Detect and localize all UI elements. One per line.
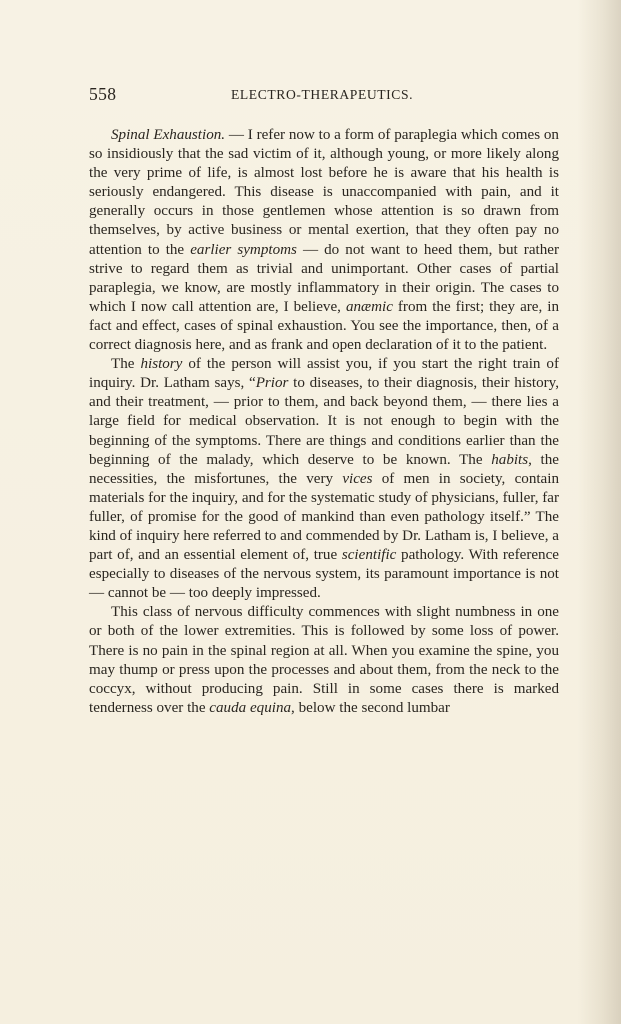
- italic-text: vices: [342, 470, 373, 487]
- text-run: of men in society, contain materials for the inquiry, and for the systematic study of physicians, fuller, far fuller, of promise for the good of mankind than even pathology itself.” The kind of inquiry here referred to and commended by Dr. Latham is, I believe, a part of, and an essential element of, true: [89, 470, 559, 564]
- paragraph-history: [89, 355, 559, 603]
- paragraph-nervous-difficulty: [89, 603, 559, 718]
- running-head: ELECTRO-THERAPEUTICS.: [231, 87, 414, 102]
- text-run: pathology. With reference especially to diseases of the nervous system, its paramount importance is not — cannot be — too deeply impressed.: [89, 547, 559, 602]
- italic-text: Spinal Exhaustion.: [111, 127, 226, 143]
- paragraph-spinal-exhaustion: [89, 126, 559, 355]
- italic-text: history: [140, 356, 183, 373]
- italic-text: Prior: [255, 375, 289, 392]
- italic-text: habits: [491, 451, 529, 468]
- text-run: to diseases, to their diagnosis, their history, and their treatment, — prior to them, and back beyond them, — there lies a large field for medical observation. It is not enough to begin with the beginning of the symptoms. There are things and conditions earlier than the beginning of the malady, which deserve to be known. The: [89, 375, 559, 468]
- page-number: 558: [89, 84, 117, 104]
- italic-text: earlier symptoms: [190, 241, 297, 258]
- body-text: [89, 126, 559, 718]
- text-run: , the necessities, the misfortunes, the very: [89, 451, 559, 487]
- italic-text: cauda equina: [209, 699, 292, 716]
- italic-text: scientific: [341, 547, 397, 564]
- text-run: — do not want to heed them, but rather strive to regard them as trivial and unimportant. Other cases of partial paraplegia, we know, are mostly inflammatory in their origin. The cases to which I now call attention are, I believe,: [89, 241, 559, 315]
- italic-text: anæmic: [345, 298, 393, 315]
- page-header: [89, 84, 559, 108]
- text-run: The: [111, 356, 141, 373]
- text-run: , below the second lumbar: [291, 699, 450, 716]
- text-run: — I refer now to a form of paraplegia which comes on so insidiously that the sad victim of it, although young, or more likely along the very prime of life, is almost lost before he is aware that his health is seriously endangered. This disease is unaccompanied with pain, and it generally occurs in those gentlemen whose attention is so drawn from themselves, by active business or mental exertion, that they often pay no attention to the: [89, 127, 559, 258]
- text-run: from the first; they are, in fact and effect, cases of spinal exhaustion. You see the importance, then, of a correct diagnosis here, and as frank and open declaration of it to the patient.: [89, 298, 559, 354]
- text-run: of the person will assist you, if you start the right train of inquiry. Dr. Latham says, “: [89, 356, 559, 392]
- text-run: This class of nervous difficulty commences with slight numbness in one or both of the lower extremities. This is followed by some loss of power. There is no pain in the spinal region at all. When you examine the spine, you may thump or press upon the processes and about them, from the neck to the coccyx, without producing pain. Still in some cases there is marked tenderness over the: [89, 604, 559, 716]
